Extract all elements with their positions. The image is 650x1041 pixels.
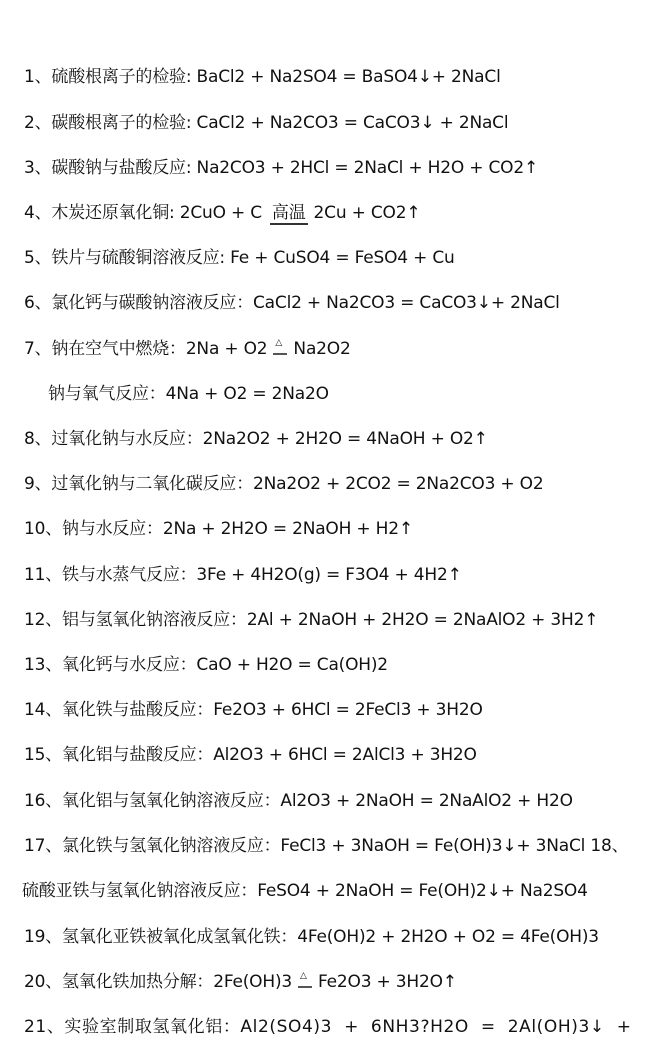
equation-line-6 <box>24 290 560 316</box>
equation-line-16 <box>24 788 573 814</box>
equation-line-19 <box>24 924 599 950</box>
equation-text: 12、铝与氢氧化钠溶液反应：2Al + 2NaOH + 2H2O = 2NaAlO2 + 3H2 <box>24 610 585 630</box>
equation-text: 1、硫酸根离子的检验: BaCl2 + Na2SO4 = BaSO4 <box>24 67 418 87</box>
equation-line-20 <box>24 969 457 995</box>
heat-triangle-icon: △ <box>275 338 283 348</box>
equation-text: 钠与氧气反应：4Na + O2 = 2Na2O <box>48 384 329 404</box>
heat-condition <box>273 337 287 357</box>
equation-line-14 <box>24 697 483 723</box>
precipitate-arrow: ↓ <box>420 113 435 133</box>
equation-line-15 <box>24 742 477 768</box>
heat-triangle-icon: △ <box>300 971 307 981</box>
reaction-condition: 高温 <box>271 203 306 223</box>
equation-text-end: + 2NaCl <box>431 67 501 87</box>
gas-arrow: ↑ <box>406 203 421 223</box>
gas-arrow: ↑ <box>523 158 539 178</box>
condition-bar <box>298 986 312 988</box>
equation-line-4 <box>24 200 420 226</box>
equation-line-8 <box>24 426 488 452</box>
equation-line-3 <box>24 155 538 181</box>
equation-text-end: + 3NaCl 18、 <box>516 836 629 856</box>
equation-text: 2、碳酸根离子的检验: CaCl2 + Na2CO3 = CaCO3 <box>24 113 421 133</box>
precipitate-arrow: ↓ <box>417 67 432 87</box>
equation-line-2 <box>24 110 508 136</box>
equation-line-18 <box>22 878 588 904</box>
equation-text: 15、氧化铝与盐酸反应：Al2O3 + 6HCl = 2AlCl3 + 3H2O <box>24 745 477 765</box>
equation-text: 19、氢氧化亚铁被氧化成氢氧化铁：4Fe(OH)2 + 2H2O + O2 = 4Fe(OH)3 <box>24 927 599 947</box>
gas-arrow: ↑ <box>442 972 457 992</box>
equation-text: 13、氧化钙与水反应：CaO + H2O = Ca(OH)2 <box>24 655 388 675</box>
gas-arrow: ↑ <box>398 519 413 539</box>
equation-line-10 <box>24 516 413 542</box>
equation-line-21 <box>24 1014 632 1040</box>
equation-line-13 <box>24 652 388 678</box>
equation-text: 8、过氧化钠与水反应：2Na2O2 + 2H2O = 4NaOH + O2 <box>24 429 474 449</box>
gas-arrow: ↑ <box>473 429 488 449</box>
equation-text: 6、氯化钙与碳酸钠溶液反应：CaCl2 + Na2CO3 = CaCO3 <box>24 293 477 313</box>
gas-arrow: ↑ <box>584 610 599 630</box>
equation-text: 4、木炭还原氧化铜: 2CuO + C <box>24 203 262 223</box>
equation-text-end: 2Cu + CO2 <box>313 203 407 223</box>
equation-text-end: + 2NaCl <box>434 113 509 133</box>
condition-bar <box>273 353 287 355</box>
precipitate-arrow: ↓ <box>502 836 517 856</box>
equation-text: 5、铁片与硫酸铜溶液反应: Fe + CuSO4 = FeSO4 + Cu <box>24 248 455 268</box>
equation-line-12 <box>24 607 598 633</box>
equation-line-7 <box>24 336 351 362</box>
equation-text: 17、氯化铁与氢氧化钠溶液反应：FeCl3 + 3NaOH = Fe(OH)3 <box>24 836 503 856</box>
equation-line-1 <box>24 64 501 90</box>
equation-text: 20、氢氧化铁加热分解：2Fe(OH)3 <box>24 972 292 992</box>
precipitate-arrow: ↓ <box>589 1017 605 1037</box>
equation-text: 11、铁与水蒸气反应：3Fe + 4H2O(g) = F3O4 + 4H2 <box>24 565 448 585</box>
equation-line-9 <box>24 471 543 497</box>
equation-text: 3、碳酸钠与盐酸反应: Na2CO3 + 2HCl = 2NaCl + H2O + CO2 <box>24 158 524 178</box>
equation-text: 14、氧化铁与盐酸反应：Fe2O3 + 6HCl = 2FeCl3 + 3H2O <box>24 700 483 720</box>
equation-text-end: Fe2O3 + 3H2O <box>318 972 443 992</box>
equation-line-5 <box>24 245 455 271</box>
gas-arrow: ↑ <box>447 565 462 585</box>
equation-text-end: + 2NaCl <box>490 293 560 313</box>
heat-condition <box>298 970 312 990</box>
equation-text-end: Na2O2 <box>293 339 351 359</box>
equation-text-end: + Na2SO4 <box>500 881 588 901</box>
equation-line-17 <box>24 833 628 859</box>
equation-line-7b <box>48 381 329 407</box>
equation-text: 21、实验室制取氢氧化铝：Al2(SO4)3 + 6NH3?H2O = 2Al(OH)3 <box>24 1017 590 1037</box>
equation-line-11 <box>24 562 462 588</box>
equation-text-end: + <box>604 1017 632 1037</box>
equation-text: 9、过氧化钠与二氧化碳反应：2Na2O2 + 2CO2 = 2Na2CO3 + O2 <box>24 474 544 494</box>
equation-text: 16、氧化铝与氢氧化钠溶液反应：Al2O3 + 2NaOH = 2NaAlO2 + H2O <box>24 791 573 811</box>
precipitate-arrow: ↓ <box>476 293 491 313</box>
precipitate-arrow: ↓ <box>486 881 501 901</box>
equation-text: 7、钠在空气中燃烧：2Na + O2 <box>24 339 268 359</box>
equation-text: 10、钠与水反应：2Na + 2H2O = 2NaOH + H2 <box>24 519 399 539</box>
equation-text: 硫酸亚铁与氢氧化钠溶液反应：FeSO4 + 2NaOH = Fe(OH)2 <box>22 881 487 901</box>
